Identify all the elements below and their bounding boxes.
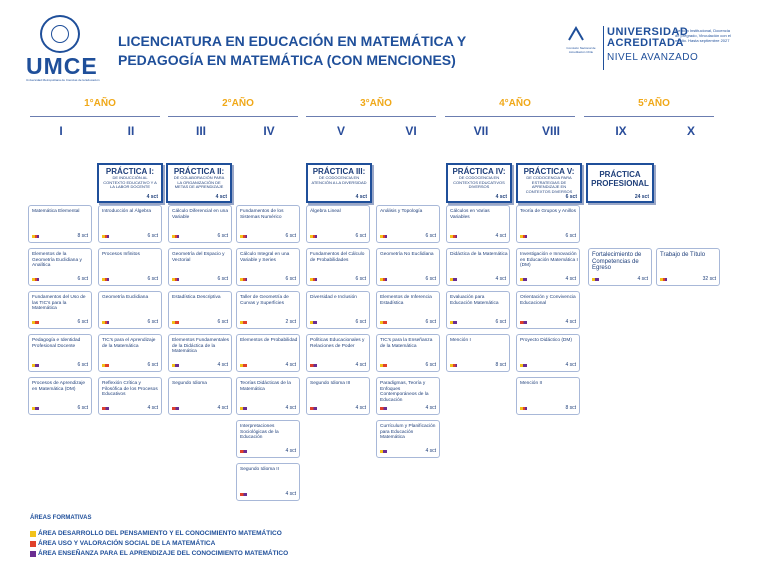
semester-label: VIII	[541, 124, 560, 138]
course-credits: 6 sct	[147, 362, 158, 368]
course-credits: 6 sct	[355, 233, 366, 239]
practica-subtitle: DE CODOCENCIA PARA ESTRATEGIAS DE APRENDIZAJE EN CONTEXTOS DIVERSOS	[525, 175, 573, 194]
course-name: Orientación y Convivencia Educacional	[520, 295, 576, 306]
course-name: Análisis y Topología	[380, 209, 423, 214]
course-credits: 6 sct	[355, 276, 366, 282]
area-marker	[240, 278, 247, 281]
course-credits: 32 sct	[702, 276, 716, 282]
practica-title: PRÁCTICA V:	[523, 167, 575, 176]
course-card	[168, 334, 232, 372]
course-credits: 4 sct	[355, 405, 366, 411]
area-marker	[450, 235, 457, 238]
course-credits: 6 sct	[425, 276, 436, 282]
course-credits: 4 sct	[495, 233, 506, 239]
course-name: TIC's para la Enseñanza de la Matemática	[380, 338, 433, 349]
course-credits: 4 sct	[565, 362, 576, 368]
area-marker	[592, 278, 599, 281]
course-card	[516, 248, 580, 286]
course-name: Investigación e Innovación en Educación Matemática I (DM)	[520, 252, 578, 269]
course-card	[168, 205, 232, 243]
practica-5-box	[516, 163, 582, 203]
course-credits: 4 sct	[217, 405, 228, 411]
area-marker	[380, 321, 387, 324]
area-marker	[240, 450, 247, 453]
semester-label: VI	[405, 124, 417, 138]
area-marker	[102, 407, 109, 410]
course-name: Pedagogía e Identidad Profesional Docente	[32, 338, 81, 349]
year-label-3: 3°AÑO	[360, 98, 392, 109]
practica-title: PRÁCTICA PROFESIONAL	[591, 170, 649, 188]
accreditation-detail: Gestión Institucional, Docencia de pregrado, Vinculación con el medio. Hasta septiembre 2027	[675, 28, 731, 43]
area-marker	[240, 235, 247, 238]
practica-profesional-box	[586, 163, 654, 203]
course-card	[376, 291, 440, 329]
course-name: Geometría No Euclidiana	[380, 252, 434, 257]
course-card	[306, 334, 370, 372]
course-name: Elementos de Inferencia Estadística	[380, 295, 432, 306]
legend-swatch-red	[30, 541, 36, 547]
course-name: Fundamentos de los Sistemas Numérico	[240, 209, 284, 220]
course-card	[98, 205, 162, 243]
area-marker	[450, 364, 457, 367]
course-credits: 6 sct	[425, 233, 436, 239]
course-card	[236, 248, 300, 286]
course-card	[168, 291, 232, 329]
year-label-5: 5°AÑO	[638, 98, 670, 109]
course-credits: 6 sct	[147, 319, 158, 325]
course-name: TIC's para el Aprendizaje de la Matemática	[102, 338, 156, 349]
course-credits: 4 sct	[285, 448, 296, 454]
practica-subtitle: DE CODOCENCIA EN CONTEXTOS EDUCATIVOS DIVERSOS	[453, 175, 505, 189]
area-marker	[172, 321, 179, 324]
course-name: Fortalecimiento de Competencias de Egreso	[592, 252, 642, 271]
accreditation-badge	[563, 24, 763, 74]
area-marker	[102, 278, 109, 281]
area-marker	[380, 450, 387, 453]
course-card	[376, 334, 440, 372]
course-card	[446, 248, 510, 286]
course-name: Cálculo Diferencial en una Variable	[172, 209, 228, 220]
course-card	[98, 248, 162, 286]
course-name: Teorías Didácticas de la Matemática	[240, 381, 291, 392]
area-marker	[520, 364, 527, 367]
practica-title: PRÁCTICA I:	[105, 167, 155, 176]
course-credits: 8 sct	[495, 362, 506, 368]
course-credits: 2 sct	[285, 319, 296, 325]
course-name: Segundo Idioma	[172, 381, 207, 386]
practica-title: PRÁCTICA IV:	[452, 167, 506, 176]
course-name: Fundamentos del Cálculo de Probabilidades	[310, 252, 365, 263]
course-card	[516, 334, 580, 372]
course-credits: 4 sct	[285, 362, 296, 368]
area-marker	[380, 235, 387, 238]
year-divider	[168, 116, 298, 117]
area-marker	[310, 364, 317, 367]
area-marker	[102, 364, 109, 367]
practica-title: PRÁCTICA II:	[173, 167, 225, 176]
course-credits: 6 sct	[77, 276, 88, 282]
area-marker	[102, 321, 109, 324]
legend-swatch-purple	[30, 551, 36, 557]
area-marker	[32, 278, 39, 281]
semester-label: III	[195, 124, 206, 138]
course-card	[446, 334, 510, 372]
course-card	[98, 291, 162, 329]
practica-subtitle: DE COLABORACIÓN PARA LA ORGANIZACIÓN DE METAS DE APRENDIZAJE	[173, 175, 225, 189]
accreditation-level: NIVEL AVANZADO	[607, 52, 699, 63]
practica-subtitle: DE INDUCCIÓN AL CONTEXTO EDUCATIVO Y A LA LABOR DOCENTE	[103, 175, 157, 189]
area-marker	[172, 364, 179, 367]
course-card	[236, 420, 300, 458]
course-credits: 6 sct	[425, 362, 436, 368]
course-name: Proyecto Didáctico (DM)	[520, 338, 572, 343]
course-credits: 6 sct	[425, 319, 436, 325]
course-credits: 6 sct	[355, 319, 366, 325]
semester-label: V	[336, 124, 345, 138]
course-credits: 6 sct	[77, 405, 88, 411]
course-credits: 4 sct	[285, 491, 296, 497]
course-name: Trabajo de Título	[660, 252, 706, 258]
course-credits: 4 sct	[147, 405, 158, 411]
course-name: Estadística Descriptiva	[172, 295, 221, 300]
course-name: Álgebra Lineal	[310, 209, 341, 214]
practica-credits: 4 sct	[355, 194, 367, 200]
course-name: Evaluación para Educación Matemática	[450, 295, 499, 306]
course-card	[306, 248, 370, 286]
course-credits: 4 sct	[355, 362, 366, 368]
area-marker	[240, 364, 247, 367]
semester-label: VII	[473, 124, 489, 138]
practica-3-box	[306, 163, 372, 203]
semester-label: IX	[615, 124, 627, 138]
course-credits: 4 sct	[637, 276, 648, 282]
year-label-1: 1°AÑO	[84, 98, 116, 109]
course-credits: 4 sct	[565, 276, 576, 282]
course-credits: 8 sct	[565, 405, 576, 411]
legend-swatch-yellow	[30, 531, 36, 537]
course-card	[376, 420, 440, 458]
practica-credits: 4 sct	[215, 194, 227, 200]
course-name: Taller de Geometría de Curvas y Superficies	[240, 295, 289, 306]
practica-2-box	[166, 163, 232, 203]
year-divider	[30, 116, 160, 117]
course-card	[516, 291, 580, 329]
year-label-4: 4°AÑO	[499, 98, 531, 109]
course-name: Interpretaciones Sociológicas de la Educación	[240, 424, 279, 441]
course-card	[168, 248, 232, 286]
brand-subtitle: Universidad Metropolitana de Ciencias de la Educación	[26, 78, 100, 82]
course-credits: 4 sct	[495, 276, 506, 282]
area-marker	[102, 235, 109, 238]
course-name: Segundo Idioma II	[240, 467, 279, 472]
course-credits: 6 sct	[147, 233, 158, 239]
course-name: Procesos Infinitos	[102, 252, 140, 257]
course-card	[376, 205, 440, 243]
course-card	[28, 291, 92, 329]
legend-item: ÁREA DESARROLLO DEL PENSAMIENTO Y EL CONOCIMIENTO MATEMÁTICO	[38, 530, 282, 537]
course-name: Paradigmas, Teoría y Enfoques Contemporáneos de la Educación	[380, 381, 429, 403]
area-marker	[520, 407, 527, 410]
area-marker	[32, 407, 39, 410]
area-marker	[450, 278, 457, 281]
course-credits: 6 sct	[77, 319, 88, 325]
area-marker	[380, 407, 387, 410]
course-credits: 6 sct	[495, 319, 506, 325]
cna-logo-icon	[567, 26, 585, 42]
course-card	[28, 205, 92, 243]
semester-label: X	[686, 124, 695, 138]
area-marker	[240, 407, 247, 410]
semester-label: I	[59, 124, 63, 138]
course-credits: 6 sct	[217, 233, 228, 239]
course-name: Cálculo Integral en una Variable y Series	[240, 252, 290, 263]
course-name: Geometría del Espacio y Vectorial	[172, 252, 225, 263]
accreditation-line1: UNIVERSIDAD ACREDITADA	[607, 26, 689, 49]
semester-label: IV	[263, 124, 275, 138]
course-name: Didáctica de la Matemática	[450, 252, 508, 257]
course-name: Matemática Elemental	[32, 209, 80, 214]
area-marker	[240, 321, 247, 324]
semester-label: II	[127, 124, 135, 138]
course-card	[446, 291, 510, 329]
area-marker	[520, 235, 527, 238]
course-card	[236, 463, 300, 501]
area-marker	[520, 321, 527, 324]
course-name: Diversidad e Inclusión	[310, 295, 357, 300]
course-card	[446, 205, 510, 243]
course-card	[98, 334, 162, 372]
area-marker	[380, 364, 387, 367]
course-credits: 6 sct	[285, 276, 296, 282]
brand-name: UMCE	[26, 53, 98, 79]
year-label-2: 2°AÑO	[222, 98, 254, 109]
page-title: LICENCIATURA EN EDUCACIÓN EN MATEMÁTICA Y PEDAGOGÍA EN MATEMÁTICA (CON MENCIONES)	[118, 33, 466, 68]
course-name: Políticas Educacionales y Relaciones de Poder	[310, 338, 365, 349]
area-marker	[172, 407, 179, 410]
course-name: Elementos de la Geometría Euclidiana y Analítica	[32, 252, 82, 269]
course-name: Mención II	[520, 381, 543, 386]
course-name: Reflexión Crítica y Filosófica de los Procesos Educativos	[102, 381, 158, 398]
course-name: Elementos Fundamentales de la Didáctica de la Matemática	[172, 338, 230, 355]
course-credits: 4 sct	[217, 362, 228, 368]
legend-title: ÁREAS FORMATIVAS	[30, 515, 92, 521]
area-marker	[450, 321, 457, 324]
course-name: Cálculos en Varias Variables	[450, 209, 490, 220]
course-card	[516, 205, 580, 243]
course-credits: 6 sct	[147, 276, 158, 282]
practica-credits: 24 sct	[634, 194, 649, 200]
legend-item: ÁREA USO Y VALORACIÓN SOCIAL DE LA MATEMÁTICA	[38, 540, 216, 547]
course-card	[516, 377, 580, 415]
course-card	[376, 248, 440, 286]
course-name: Introducción al Álgebra	[102, 209, 152, 214]
area-marker	[310, 278, 317, 281]
course-credits: 4 sct	[565, 319, 576, 325]
course-name: Teoría de Grupos y Anillos	[520, 209, 576, 214]
course-card	[168, 377, 232, 415]
area-marker	[310, 321, 317, 324]
area-marker	[660, 278, 667, 281]
course-card	[28, 377, 92, 415]
area-marker	[310, 235, 317, 238]
course-card	[656, 248, 720, 286]
area-marker	[172, 235, 179, 238]
course-card	[236, 205, 300, 243]
year-divider	[306, 116, 436, 117]
umce-logo	[26, 15, 100, 82]
practica-subtitle: DE CODOCENCIA EN ATENCIÓN A LA DIVERSIDAD	[311, 175, 367, 185]
course-card	[28, 248, 92, 286]
practica-credits: 4 sct	[495, 194, 507, 200]
practica-1-box	[97, 163, 163, 203]
area-marker	[32, 235, 39, 238]
course-credits: 6 sct	[217, 319, 228, 325]
course-card	[588, 248, 652, 286]
practica-credits: 6 sct	[565, 194, 577, 200]
year-divider	[584, 116, 714, 117]
course-name: Elementos de Probabilidad	[240, 338, 298, 343]
course-credits: 6 sct	[217, 276, 228, 282]
accreditation-agency: Comisión Nacional de Acreditación Chile	[566, 46, 596, 54]
area-marker	[32, 321, 39, 324]
course-credits: 8 sct	[77, 233, 88, 239]
year-divider	[445, 116, 575, 117]
course-name: Segundo Idioma III	[310, 381, 351, 386]
area-marker	[240, 493, 247, 496]
course-card	[236, 291, 300, 329]
area-marker	[520, 278, 527, 281]
course-name: Mención I	[450, 338, 471, 343]
course-card	[376, 377, 440, 415]
area-marker	[32, 364, 39, 367]
course-name: Fundamentos del Uso de las TIC's para la Matemática	[32, 295, 86, 312]
course-credits: 4 sct	[425, 405, 436, 411]
area-marker	[172, 278, 179, 281]
course-name: Procesos de Aprendizaje en Matemática (DM)	[32, 381, 86, 392]
umce-seal-icon	[40, 15, 80, 53]
course-card	[28, 334, 92, 372]
course-credits: 4 sct	[425, 448, 436, 454]
practica-credits: 4 sct	[146, 194, 158, 200]
course-card	[306, 205, 370, 243]
course-credits: 6 sct	[565, 233, 576, 239]
area-marker	[310, 407, 317, 410]
course-credits: 6 sct	[77, 362, 88, 368]
course-name: Currículum y Planificación para Educación Matemática	[380, 424, 436, 441]
practica-4-box	[446, 163, 512, 203]
course-card	[98, 377, 162, 415]
practica-title: PRÁCTICA III:	[312, 167, 366, 176]
course-card	[236, 377, 300, 415]
course-credits: 4 sct	[285, 405, 296, 411]
course-card	[306, 377, 370, 415]
course-credits: 6 sct	[285, 233, 296, 239]
legend-item: ÁREA ENSEÑANZA PARA EL APRENDIZAJE DEL CONOCIMIENTO MATEMÁTICO	[38, 550, 289, 557]
course-card	[306, 291, 370, 329]
course-card	[236, 334, 300, 372]
course-name: Geometría Euclidiana	[102, 295, 149, 300]
area-marker	[380, 278, 387, 281]
